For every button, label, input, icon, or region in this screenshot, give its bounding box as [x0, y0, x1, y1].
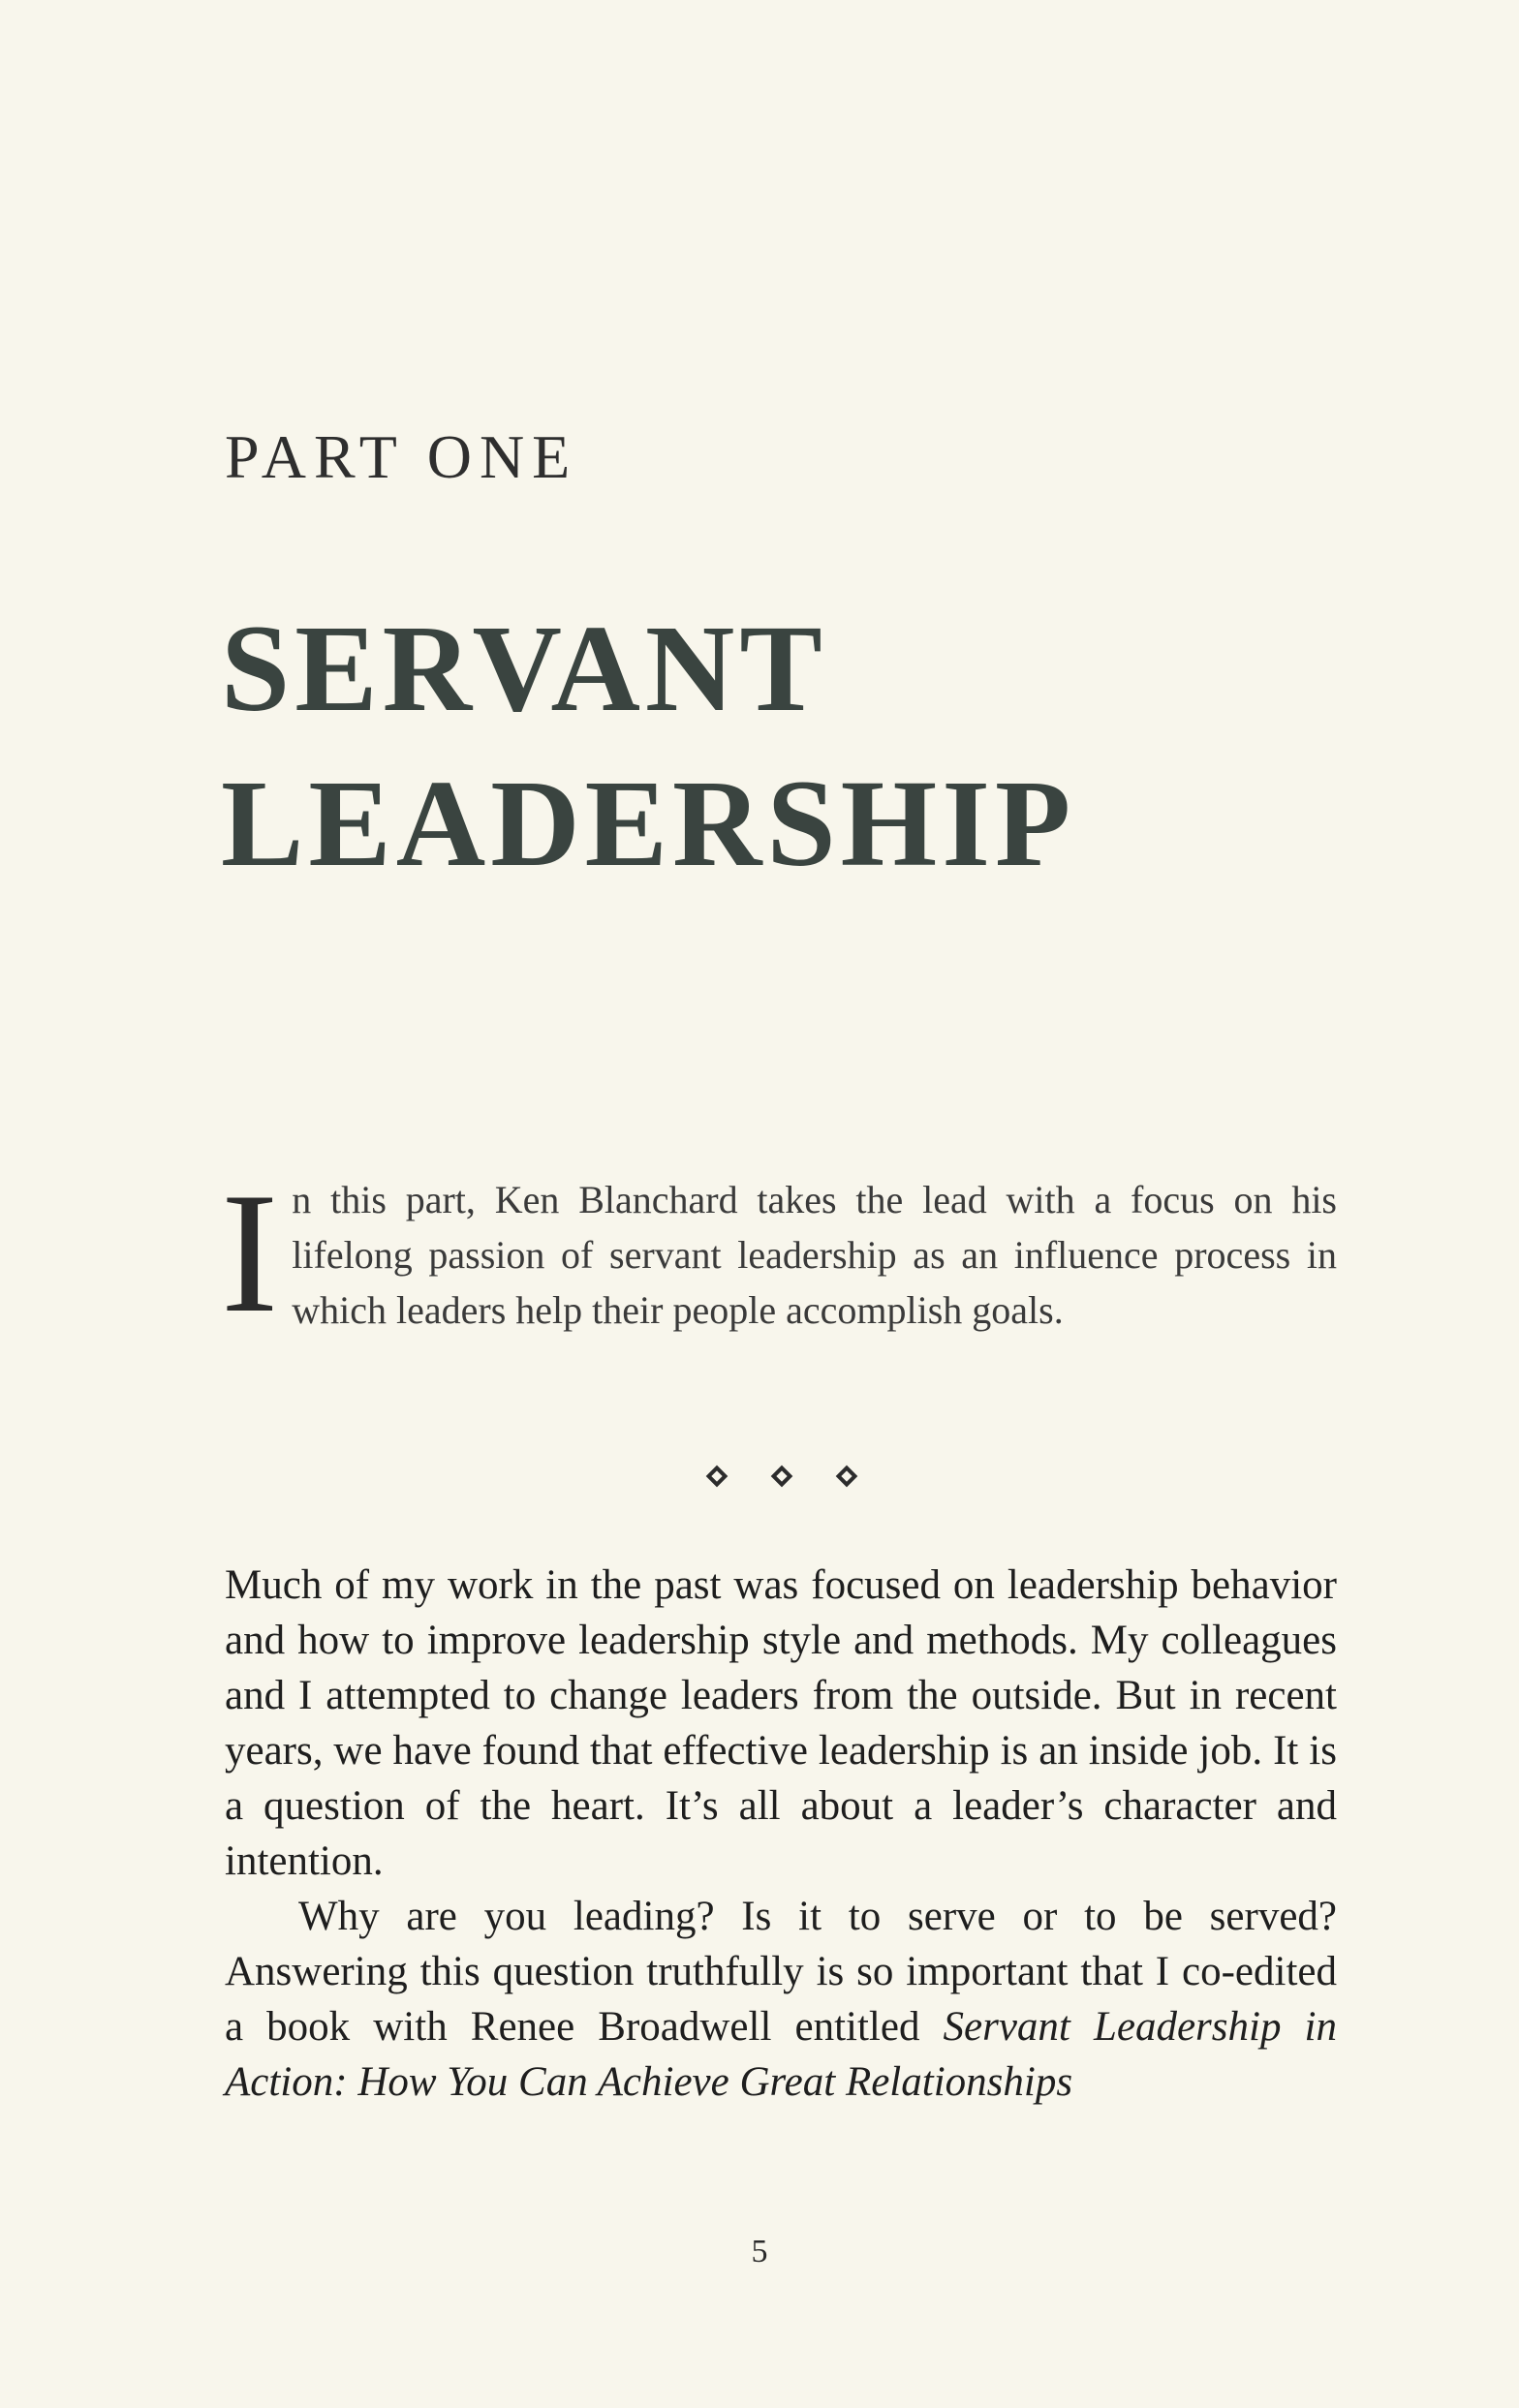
body-paragraph-1: Much of my work in the past was focused on leadership behavior and how to improve leadership style and methods. My colleagues and I attempted to change leaders from the outside. But in recent years, we have found that effective leadership is an inside job. It is a question of the heart. It’s all about a leader’s character and intention. [225, 1562, 1337, 1884]
intro-paragraph [221, 1157, 1337, 1348]
part-title-line-2: LEADERSHIP [221, 755, 1076, 892]
diamond-icon [771, 1466, 793, 1488]
page-number: 5 [751, 2234, 768, 2269]
part-title-line-1: SERVANT [221, 600, 827, 737]
body-paragraph-2-text: Why are you leading? Is it to serve or to be served? Answering this question truthfully is so important that I co-edited a book with Renee Broadwell entitled [225, 1894, 1337, 2050]
part-label: PART ONE [225, 422, 578, 491]
drop-cap: I [221, 1157, 279, 1348]
diamond-icon [836, 1466, 858, 1488]
body-paragraph-2 [225, 1889, 1337, 2110]
book-title-italic: Servant Leadership in Action: How You Can Achieve Great Relationships [225, 2004, 1337, 2105]
intro-text: n this part, Ken Blanchard takes the lead with a focus on his lifelong passion of servant leadership as an influence process in which leaders help their people accomplish goals. [292, 1178, 1337, 1332]
diamond-icon [706, 1466, 728, 1488]
body-text [225, 1558, 1337, 2110]
part-title [221, 591, 1075, 901]
section-ornament [709, 1457, 854, 1496]
